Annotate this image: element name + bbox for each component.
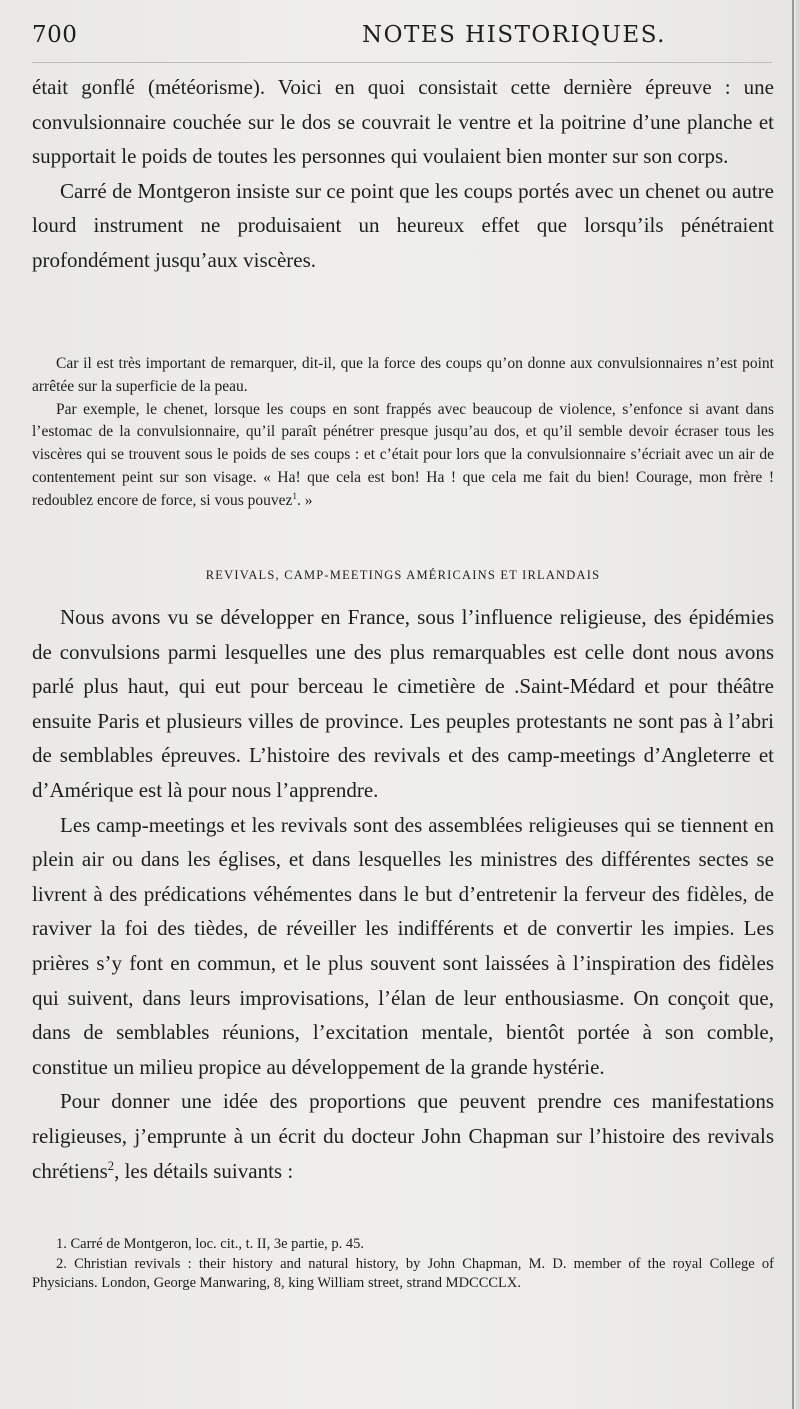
footnotes — [32, 1235, 774, 1294]
page-edge — [796, 0, 800, 1409]
paragraph: était gonflé (météorisme). Voici en quoi consistait cette dernière épreuve : une convulsionnaire couchée sur le dos se couvrait le ventre et la poitrine d’une planche et supportait le poids de toutes les personnes qui voulaient bien monter sur son corps. — [32, 75, 774, 169]
paragraph-end: , les détails suivants : — [114, 1158, 294, 1183]
paragraph: Les camp-meetings et les revivals sont des assemblées religieuses qui se tiennent en plein air ou dans les églises, et dans lesquelles les ministres des différentes sectes se livrent à des prédications véhémentes dans le but d’entretenir la ferveur des fidèles, de raviver la foi des tièdes, de réveiller les indifférents et de convertir les impies. Les prières s’y font en commun, et le plus souvent sont laissées à l’inspiration des fidèles qui suivent, dans leurs improvisations, l’élan de leur enthousiasme. On conçoit que, dans de semblables réunions, l’excitation mentale, bientôt portée à son comble, constitue un milieu propice au développement de la grande hystérie. — [32, 812, 774, 1079]
quote-paragraph — [32, 399, 774, 513]
quotation — [32, 353, 774, 513]
paragraph — [32, 1084, 774, 1188]
footnote-mark: 1 — [292, 491, 298, 502]
footnote-1: 1. Carré de Montgeron, loc. cit., t. II, 3e partie, p. 45. — [56, 1236, 365, 1252]
quote-paragraph: Car il est très important de remarquer, dit-il, que la force des coups qu’on donne aux convulsionnaires n’est point arrêtée sur la superficie de la peau. — [32, 355, 774, 395]
running-title: NOTES HISTORIQUES. — [362, 22, 666, 48]
paragraph: Carré de Montgeron insiste sur ce point que les coups portés avec un chenet ou autre lourd instrument ne produisaient un heureux effet que lorsqu’ils pénétraient profondément jusqu’aux viscères. — [32, 178, 774, 272]
intro-text — [32, 70, 774, 278]
footnote-2: 2. Christian revivals : their history and natural history, by John Chapman, M. D. member of the royal College of Physicians. London, George Manwaring, 8, king William street, strand MDCCCLX. — [32, 1255, 774, 1291]
quote-end: . » — [297, 491, 313, 509]
paragraph: Nous avons vu se développer en France, sous l’influence religieuse, des épidémies de convulsions parmi lesquelles une des plus remarquables est celle dont nous avons parlé plus haut, qui eut pour berceau le cimetière de .Saint-Médard et pour théâtre ensuite Paris et plusieurs villes de province. Les peuples protestants ne sont pas à l’abri de semblables épreuves. L’histoire des revivals et des camp-meetings d’Angleterre et d’Amérique est là pour nous l’apprendre. — [32, 605, 774, 802]
running-head — [32, 22, 772, 63]
paragraph-text: Pour donner une idée des proportions que peuvent prendre ces manifestations religieuses, j’emprunte à un écrit du docteur John Chapman sur l’histoire des revivals chrétiens — [32, 1089, 774, 1183]
main-text — [32, 600, 774, 1188]
section-heading: REVIVALS, CAMP-MEETINGS AMÉRICAINS ET IRLANDAIS — [205, 568, 601, 582]
page-gutter-line — [792, 0, 794, 1409]
footnote-mark: 2 — [107, 1158, 115, 1173]
page-number: 700 — [32, 22, 78, 48]
quote-text: Par exemple, le chenet, lorsque les coups en sont frappés avec beaucoup de violence, s’enfonce si avant dans l’estomac de la convulsionnaire, qu’il paraît pénétrer presque jusqu’au dos, et qu’il semble devoir écraser tous les viscères qui se trouvent sous le poids de ses coups : et c’était pour lors que la convulsionnaire s’écriait avec un air de contentement peint sur son visage. « Ha! que cela est bon! Ha ! que cela me fait du bien! Courage, mon frère ! redoublez encore de force, si vous pouvez — [32, 400, 774, 509]
